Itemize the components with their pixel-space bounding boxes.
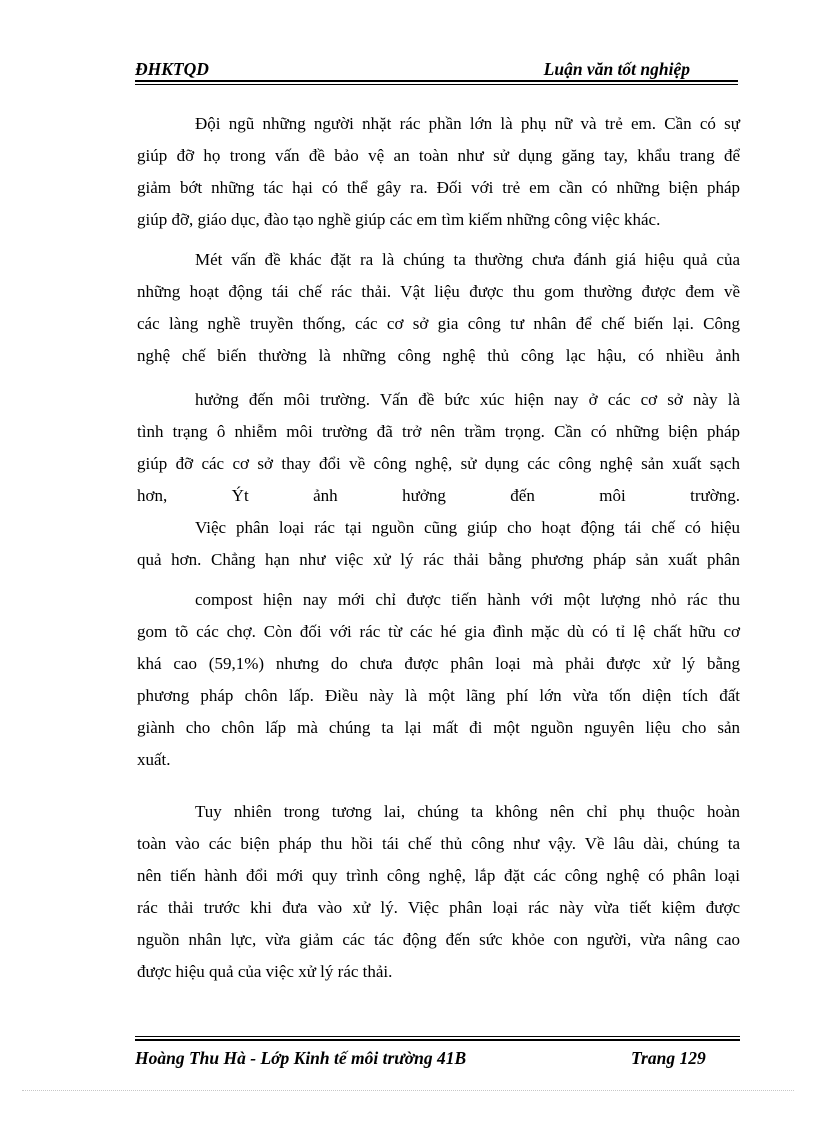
text-line: nên tiến hành đổi mới quy trình công nghệ, lắp đặt các công nghệ có phân loại xyxy=(137,866,740,885)
text-line: giành cho chôn lấp mà chúng ta lại mất đi một nguồn nguyên liệu cho sản xyxy=(137,718,740,737)
text-line: hơn, Ýt ảnh hưởng đến môi trường. xyxy=(137,486,740,505)
body-text xyxy=(137,108,740,988)
paragraph-3 xyxy=(137,384,740,512)
text-line: giảm bớt những tác hại có thể gây ra. Đối với trẻ em cần có những biện pháp xyxy=(137,178,740,197)
page-edge xyxy=(22,1090,794,1091)
text-line: khá cao (59,1%) nhưng do chưa được phân loại mà phải được xử lý bằng xyxy=(137,654,740,673)
text-line: Đội ngũ những người nhặt rác phần lớn là phụ nữ và trẻ em. Cần có sự xyxy=(195,114,740,133)
header-institution: ĐHKTQD xyxy=(135,59,209,79)
header-rule-thick xyxy=(135,80,738,82)
text-line: compost hiện nay mới chỉ được tiến hành với một lượng nhỏ rác thu xyxy=(195,590,740,609)
page-header xyxy=(135,58,738,80)
paragraph-2 xyxy=(137,244,740,372)
text-line: Mét vấn đề khác đặt ra là chúng ta thường chưa đánh giá hiệu quả của xyxy=(195,250,740,269)
text-line: rác thải trước khi đưa vào xử lý. Việc phân loại rác này vừa tiết kiệm được xyxy=(137,898,740,917)
page-footer xyxy=(135,1046,740,1070)
text-line: được hiệu quả của việc xử lý rác thải. xyxy=(137,962,393,981)
text-line: giúp đỡ họ trong vấn đề bảo vệ an toàn như sử dụng găng tay, khẩu trang để xyxy=(137,146,740,165)
paragraph-1 xyxy=(137,108,740,236)
text-line: những hoạt động tái chế rác thải. Vật liệu được thu gom thường được đem về xyxy=(137,282,740,301)
text-line: phương pháp chôn lấp. Điều này là một lãng phí lớn vừa tốn diện tích đất xyxy=(137,686,740,705)
footer-rule-thick xyxy=(135,1039,740,1041)
text-line: Việc phân loại rác tại nguồn cũng giúp cho hoạt động tái chế có hiệu xyxy=(195,518,740,537)
paragraph-6 xyxy=(137,796,740,988)
text-line: các làng nghề truyền thống, các cơ sở gia công tư nhân để chế biến lại. Công xyxy=(137,314,740,333)
text-line: nghệ chế biến thường là những công nghệ thủ công lạc hậu, có nhiều ảnh xyxy=(137,346,740,365)
header-doc-type: Luận văn tốt nghiệp xyxy=(543,59,690,79)
text-line: gom tõ các chợ. Còn đối với rác từ các hé gia đình mặc dù có tỉ lệ chất hữu cơ xyxy=(137,622,740,641)
text-line: nguồn nhân lực, vừa giảm các tác động đến sức khỏe con người, vừa nâng cao xyxy=(137,930,740,949)
footer-rule-thin xyxy=(135,1036,740,1037)
paragraph-5 xyxy=(137,584,740,776)
paragraph-4 xyxy=(137,512,740,576)
text-line: Tuy nhiên trong tương lai, chúng ta không nên chỉ phụ thuộc hoàn xyxy=(195,802,740,821)
footer-author: Hoàng Thu Hà - Lớp Kinh tế môi trường 41B xyxy=(135,1048,467,1068)
text-line: xuất. xyxy=(137,750,171,769)
text-line: hưởng đến môi trường. Vấn đề bức xúc hiện nay ở các cơ sở này là xyxy=(195,390,740,409)
text-line: tình trạng ô nhiễm môi trường đã trở nên trầm trọng. Cần có những biện pháp xyxy=(137,422,740,441)
header-rule-thin xyxy=(135,84,738,85)
text-line: toàn vào các biện pháp thu hồi tái chế thủ công như vậy. Về lâu dài, chúng ta xyxy=(137,834,740,853)
text-line: giúp đỡ các cơ sở thay đổi về công nghệ, sử dụng các công nghệ sản xuất sạch xyxy=(137,454,740,473)
text-line: giúp đỡ, giáo dục, đào tạo nghề giúp các em tìm kiếm những công việc khác. xyxy=(137,210,661,229)
page-number: Trang 129 xyxy=(631,1048,706,1068)
text-line: quả hơn. Chẳng hạn như việc xử lý rác thải bằng phương pháp sản xuất phân xyxy=(137,550,740,569)
